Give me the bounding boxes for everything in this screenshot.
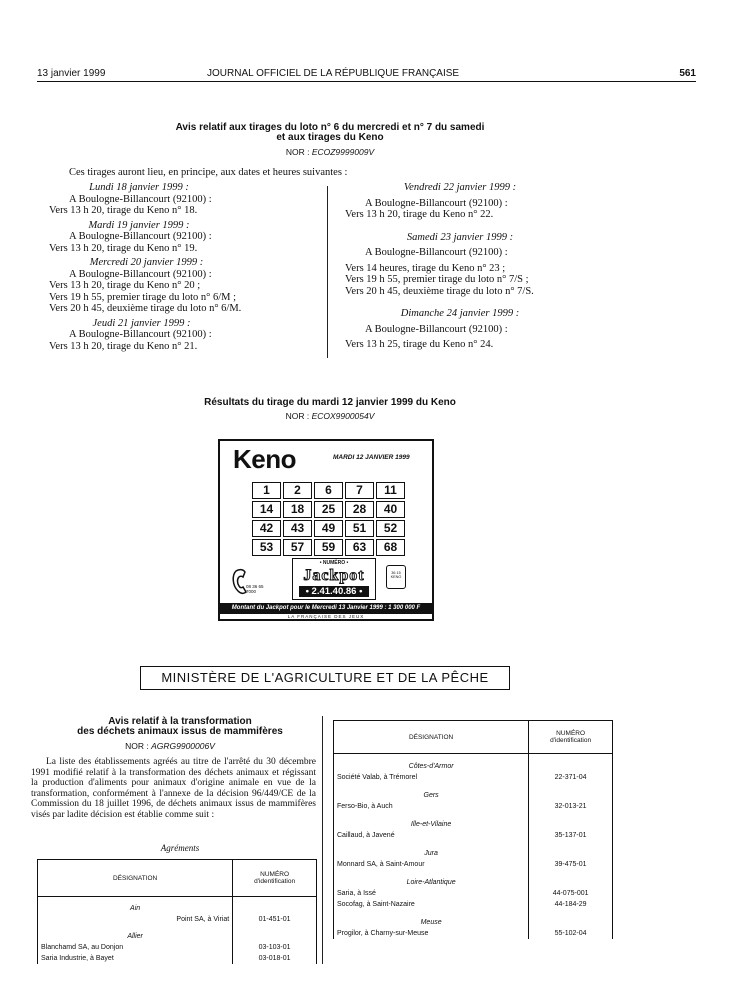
schedule-line: Vers 13 h 25, tirage du Keno n° 24. [345,339,494,350]
header-rule [37,81,696,82]
column-divider-2 [322,716,323,964]
dept-heading: Gers [334,783,529,801]
schedule-line: Vers 13 h 20, tirage du Keno n° 19. [49,242,198,254]
keno-number: 2 [283,482,312,499]
keno-number: 7 [345,482,374,499]
dept-heading: Allier [38,925,233,942]
schedule-right [345,182,575,351]
schedule-line: Vers 20 h 45, deuxième tirage du loto n° 7/S. [345,285,534,297]
avis-loto-title [90,122,570,143]
col-numero-sub: d'identification [254,878,296,885]
resultats-nor [230,411,430,421]
agrements-table-right [333,720,613,939]
avis-loto-nor [230,147,430,157]
keno-logo: Keno [233,444,296,474]
establishment-name: Point SA, à Viriat [38,914,233,925]
establishment-name: Caillaud, à Javené [334,830,529,841]
establishment-number: 03-103-01 [233,942,317,953]
schedule-line: A Boulogne-Billancourt (92100) : [69,329,212,340]
jackpot-box [292,558,376,600]
establishment-number: 39-475-01 [529,859,613,870]
schedule-day: Vendredi 22 janvier 1999 : [403,182,517,193]
keno-number: 53 [252,539,281,556]
agrements-label: Agréments [160,843,200,853]
schedule-line: Vers 13 h 20, tirage du Keno n° 21. [49,340,198,352]
schedule-day: Lundi 18 janvier 1999 : [89,182,189,193]
column-divider [327,186,328,358]
schedule-line: A Boulogne-Billancourt (92100) : [69,268,212,280]
schedule-line: Vers 19 h 55, premier tirage du loto n° 6/M ; [49,291,237,303]
schedule-line: Vers 14 heures, tirage du Keno n° 23 ; [345,262,506,274]
establishment-name: Socofag, à Saint-Nazaire [334,899,529,910]
keno-number: 63 [345,539,374,556]
establishment-name: Saria, à Issé [334,888,529,899]
schedule-line: A Boulogne-Billancourt (92100) : [365,247,508,258]
establishment-name: Progilor, à Charny-sur-Meuse [334,928,529,939]
col-numero-sub: d'identification [550,737,592,744]
schedule-line: Vers 19 h 55, premier tirage du loto n° 7/S ; [345,274,529,285]
nor-code: ECOZ9999009V [311,147,375,157]
avis-loto-title-line2: et aux tirages du Keno [276,132,384,143]
schedule-line: Vers 13 h 20, tirage du Keno n° 20 ; [49,280,201,291]
jackpot-number: • 2.41.40.86 • [299,586,369,597]
keno-results-card [218,439,434,621]
establishment-number: 35-137-01 [529,830,613,841]
establishment-number: 32-013-21 [529,801,613,812]
dept-heading: Ille-et-Vilaine [334,812,529,830]
establishment-number: 22-371-04 [529,772,613,783]
jackpot-word: Jackpot [303,567,365,584]
nor-code: ECOX9900054V [311,411,375,421]
keno-footer: LA FRANÇAISE DES JEUX [287,614,365,619]
col-designation: DÉSIGNATION [38,860,233,897]
ministry-heading: MINISTÈRE DE L'AGRICULTURE ET DE LA PÊCHE [140,666,510,690]
page-header [37,68,696,82]
dept-heading: Jura [334,841,529,859]
schedule-line: A Boulogne-Billancourt (92100) : [365,323,508,335]
schedule-day: Mardi 19 janvier 1999 : [88,219,190,231]
establishment-number: 03-018-01 [233,953,317,964]
keno-number: 59 [314,539,343,556]
col-designation: DÉSIGNATION [334,721,529,754]
jackpot-banner: Montant du Jackpot pour le Mercredi 13 Janvier 1999 : 1 300 000 F [220,603,432,614]
dept-heading: Côtes-d'Armor [334,754,529,773]
establishment-name: Ferso-Bio, à Auch [334,801,529,812]
keno-number: 43 [283,520,312,537]
avis-dechets-title-line1: Avis relatif à la transformation [108,716,252,727]
keno-number-grid [252,482,405,556]
phone-number: 08 36 65 7000 [246,584,264,594]
schedule-line: A Boulogne-Billancourt (92100) : [69,231,212,242]
keno-number: 52 [376,520,405,537]
nor-label: NOR : [125,741,149,751]
agrements-table-left [37,859,317,964]
keno-number: 1 [252,482,281,499]
dept-heading: Loire-Atlantique [334,870,529,888]
establishment-name: Saria Industrie, à Bayet [38,953,233,964]
establishment-name: Blanchamd SA, au Donjon [38,942,233,953]
schedule-line: Vers 13 h 20, tirage du Keno n° 22. [345,209,494,220]
keno-number: 57 [283,539,312,556]
establishment-number: 44-075-001 [529,888,613,899]
keno-date: MARDI 12 JANVIER 1999 [333,454,410,461]
keno-number: 6 [314,482,343,499]
avis-dechets-title-line2: des déchets animaux issus de mammifères [77,726,283,737]
col-numero-label: NUMÉRO [556,730,586,737]
keno-number: 68 [376,539,405,556]
schedule-day: Mercredi 20 janvier 1999 : [89,257,204,268]
journal-title: JOURNAL OFFICIEL DE LA RÉPUBLIQUE FRANÇAISE [207,68,460,79]
schedule-day: Dimanche 24 janvier 1999 : [400,308,520,319]
page-number: 561 [679,68,696,79]
schedule-line: A Boulogne-Billancourt (92100) : [69,193,212,205]
establishment-number: 01-451-01 [233,914,317,925]
keno-number: 25 [314,501,343,518]
resultats-title: Résultats du tirage du mardi 12 janvier 1999 du Keno [204,397,456,408]
avis-dechets-paragraph: La liste des établissements agréés au titre de l'arrêté du 30 décembre 1991 modifié relatif à la transformation des déchets animaux et régissant la production d'aliments pour animaux d'origine animale en vue de la transformation, conformément à l'annexe de la décision 96/449/CE de la Commission du 18 juillet 1996, de déchets animaux issus de mammifères visés par ladite décision est établie comme suit : [31,757,316,820]
col-numero [233,860,317,897]
dept-heading: Ain [38,897,233,915]
schedule-day: Samedi 23 janvier 1999 : [406,231,514,243]
header-date: 13 janvier 1999 [37,68,106,79]
keno-number: 42 [252,520,281,537]
schedule-line: A Boulogne-Billancourt (92100) : [365,197,508,209]
avis-dechets-nor [80,741,260,751]
keno-number: 11 [376,482,405,499]
dept-heading: Meuse [334,910,529,928]
keno-number: 28 [345,501,374,518]
nor-code: AGRG9900006V [151,741,215,751]
establishment-name: Société Valab, à Trémorel [334,772,529,783]
establishment-name: Monnard SA, à Saint-Amour [334,859,529,870]
avis-loto-title-line1: Avis relatif aux tirages du loto n° 6 du mercredi et n° 7 du samedi [175,122,485,133]
keno-number: 40 [376,501,405,518]
col-numero [529,721,613,754]
keno-number: 51 [345,520,374,537]
nor-label: NOR : [285,411,310,421]
keno-number: 49 [314,520,343,537]
establishment-number: 44-184-29 [529,899,613,910]
keno-number: 18 [283,501,312,518]
schedule-day: Jeudi 21 janvier 1999 : [92,317,191,329]
establishment-number: 55-102-04 [529,928,613,939]
col-numero-label: NUMÉRO [260,871,290,878]
nor-label: NOR : [285,147,310,157]
avis-loto-intro: Ces tirages auront lieu, en principe, aux dates et heures suivantes : [69,167,348,178]
minitel-text: 36 15 KENO [390,571,402,579]
schedule-line: Vers 13 h 20, tirage du Keno n° 18. [49,205,198,216]
jackpot-label: • NUMÉRO • [319,560,349,566]
schedule-left [49,182,319,352]
keno-number: 14 [252,501,281,518]
avis-dechets-title [50,717,310,737]
minitel-icon [386,565,406,589]
schedule-line: Vers 20 h 45, deuxième tirage du loto n° 6/M. [49,303,242,314]
